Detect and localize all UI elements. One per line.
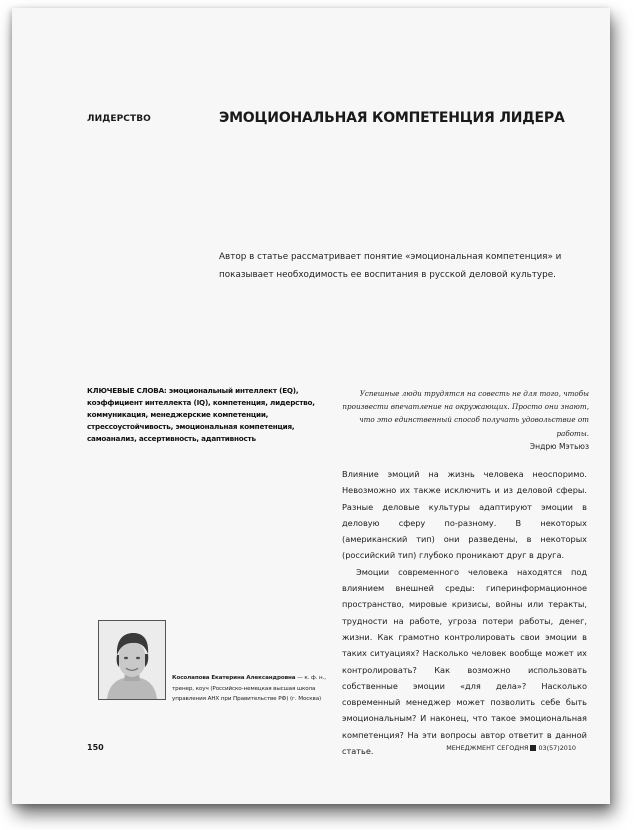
body-paragraph: Влияние эмоций на жизнь человека неоспоримо. Невозможно их также исключить и из деловой сферы. Разные деловые культуры адаптируют эмоции в деловую сферу по-разному. В некоторых (американский тип) они разведены, в некоторых (российский тип) глубоко проникают друг в друга. [342, 469, 587, 561]
author-details: — к. ф. н., тренер, коуч (Российско-немецкая высшая школа управления АНХ при Правительстве РФ) (г. Москва) [172, 675, 326, 703]
page-number: 150 [87, 743, 104, 752]
epigraph [334, 387, 589, 453]
body-paragraph: Эмоции современного человека находятся под влиянием внешней среды: гиперинформационное пространство, мировые кризисы, войны или теракты, трудности на работе, угроза потери работы, денег, жизни. Как грамотно контролировать свои эмоции в таких ситуациях? Насколько человек вообще может их контролировать? Как возможно использовать собственные эмоции «для дела»? Насколько современный менеджер может позволить себе быть эмоциональным? И наконец, что такое эмоциональная компетенция? На эти вопросы автор ответит в данной статье. [342, 566, 587, 757]
article-body [342, 466, 587, 759]
keywords-block: КЛЮЧЕВЫЕ СЛОВА: эмоциональный интеллект (EQ), коэффициент интеллекта (IQ), компетенция, лидерство, коммуникация, менеджерские компетенции, стрессоустойчивость, эмоциональная компетенция, самоанализ, ассертивность, адаптивность [87, 386, 315, 443]
author-portrait-image [99, 621, 165, 699]
epigraph-quote: Успешные люди трудятся на совесть не для того, чтобы произвести впечатление на окружающих. Просто они знают, что это единственный способ получать удовольствие от работы. [342, 389, 589, 438]
author-info [172, 673, 330, 705]
article-abstract: Автор в статье рассматривает понятие «эмоциональная компетенция» и показывает необходимость ее воспитания в русской деловой культуре. [219, 252, 562, 280]
article-title: ЭМОЦИОНАЛЬНАЯ КОМПЕТЕНЦИЯ ЛИДЕРА [219, 110, 565, 126]
author-photo [98, 620, 166, 700]
journal-footer [446, 744, 576, 752]
epigraph-author: Эндрю Мэтьюз [529, 441, 589, 451]
journal-issue: 03(57)2010 [538, 744, 576, 752]
journal-page [12, 8, 610, 804]
author-name: Косолапова Екатерина Александровна [172, 675, 296, 681]
journal-name: МЕНЕДЖМЕНТ СЕГОДНЯ [446, 744, 529, 752]
section-label: ЛИДЕРСТВО [87, 114, 151, 124]
square-bullet-icon [530, 745, 536, 751]
